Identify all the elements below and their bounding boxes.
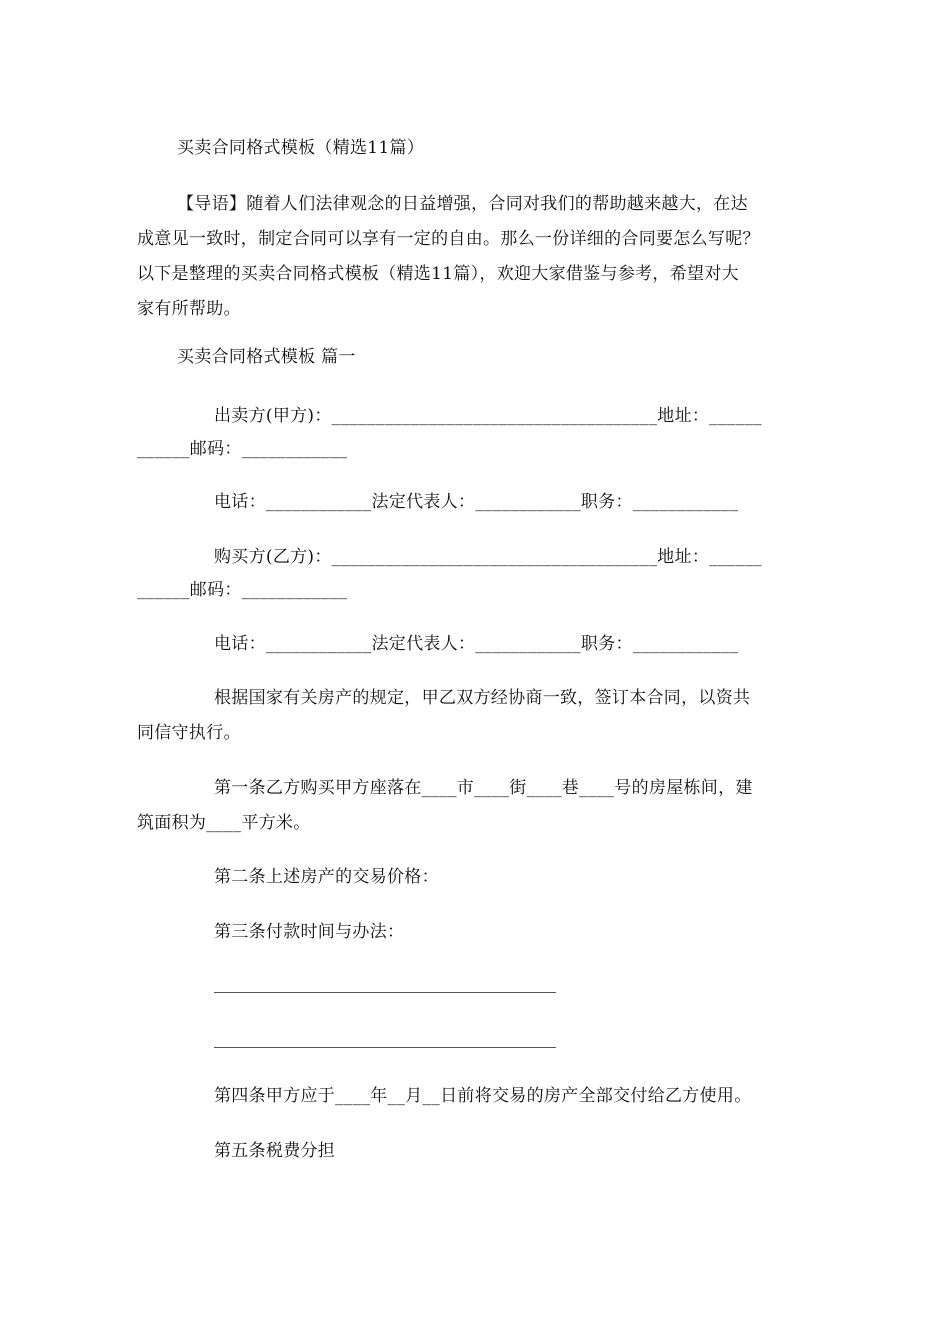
intro-line-4: 家有所帮助。 (137, 299, 241, 319)
document-title: 买卖合同格式模板（精选11篇） (177, 138, 425, 158)
seller-line-3: 电话：____________法定代表人：____________职务：____________ (214, 492, 739, 512)
seller-line-1: 出卖方(甲方)：_____________________________________地址：______ (214, 406, 762, 426)
article3: 第三条付款时间与办法： (214, 922, 405, 942)
buyer-line-2: ______邮码：____________ (137, 580, 348, 600)
intro-line-3: 以下是整理的买卖合同格式模板（精选11篇），欢迎大家借鉴与参考，希望对大 (137, 264, 739, 284)
intro-line-2: 成意见一致时，制定合同可以享有一定的自由。那么一份详细的合同要怎么写呢？ (137, 229, 760, 249)
buyer-line-1: 购买方(乙方)：_____________________________________地址：______ (214, 547, 762, 567)
article5: 第五条税费分担 (214, 1141, 336, 1161)
preamble-line-1: 根据国家有关房产的规定，甲乙双方经协商一致，签订本合同，以资共 (214, 688, 751, 708)
article1-line-2: 筑面积为____平方米。 (137, 813, 311, 833)
blank-line-1 (214, 992, 556, 993)
article4: 第四条甲方应于____年__月__日前将交易的房产全部交付给乙方使用。 (214, 1086, 752, 1106)
article1-line-1: 第一条乙方购买甲方座落在____市____街____巷____号的房屋栋间，建 (214, 778, 753, 798)
section-heading: 买卖合同格式模板 篇一 (177, 347, 356, 367)
article2: 第二条上述房产的交易价格： (214, 867, 439, 887)
intro-line-1: 【导语】随着人们法律观念的日益增强，合同对我们的帮助越来越大，在达 (177, 194, 748, 214)
preamble-line-2: 同信守执行。 (137, 723, 241, 743)
buyer-line-3: 电话：____________法定代表人：____________职务：____________ (214, 634, 739, 654)
seller-line-2: ______邮码：____________ (137, 439, 348, 459)
blank-line-2 (214, 1047, 556, 1048)
